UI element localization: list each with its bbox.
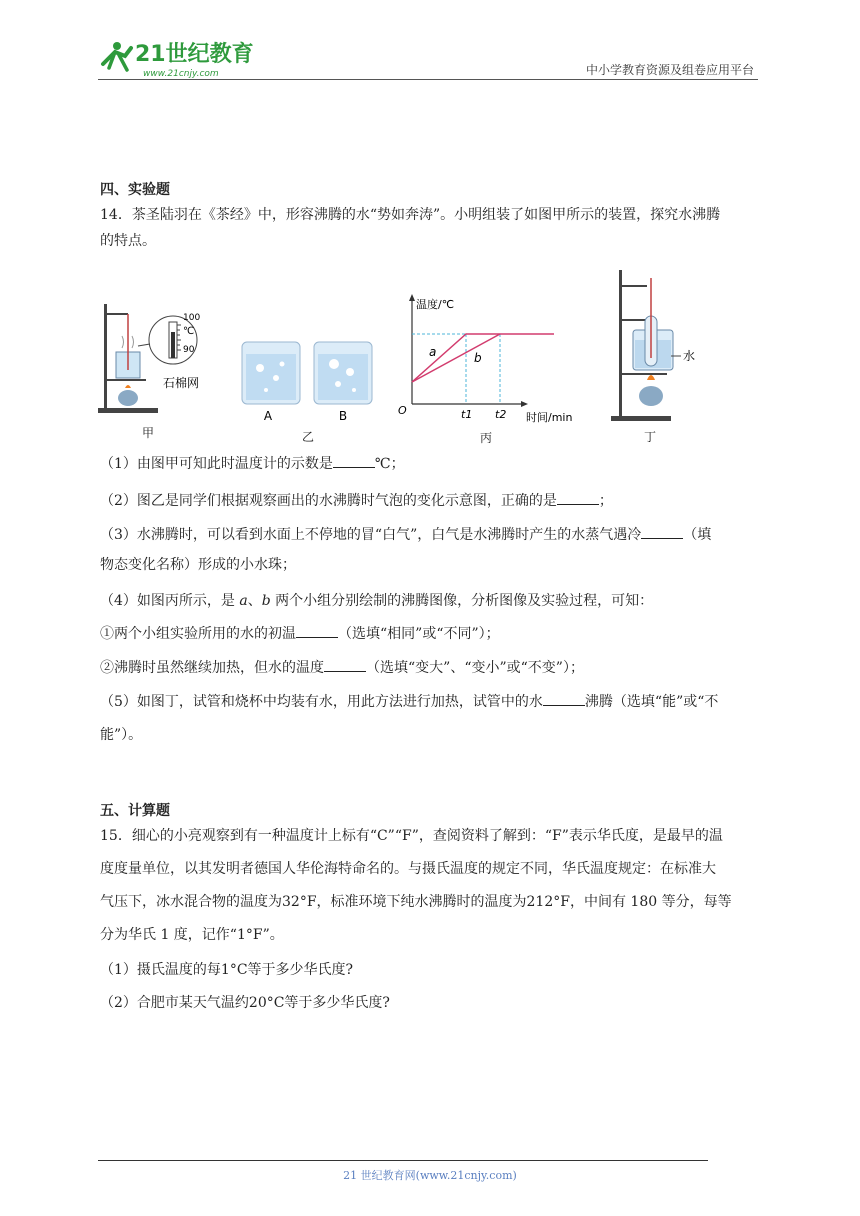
q14-sub-2: （2）图乙是同学们根据观察画出的水沸腾时气泡的变化示意图，正确的是 ； (100, 488, 760, 514)
q14-sub-4-2: ②沸腾时虽然继续加热，但水的温度 （选填“变大”、“变小”或“不变”）； (100, 655, 760, 681)
q15-line-3: 气压下，冰水混合物的温度为32°F，标准环境下纯水沸腾时的温度为212°F，中间有 180 等分，每等 (100, 894, 732, 910)
figure-ding (605, 268, 715, 426)
section-5-title: 五、计算题 (100, 803, 170, 819)
figure-jia (98, 300, 218, 420)
caption-jia: 甲 (141, 426, 154, 440)
x-axis-label: 时间/min (526, 411, 573, 424)
caption-bing: 丙 (479, 431, 492, 445)
footer-text: 21 世纪教育网(www.21cnjy.com) (343, 1169, 517, 1182)
q15-line-1: 15．细心的小亮观察到有一种温度计上标有“C”“F”，查阅资料了解到：“F”表示华氏度，是最早的温 (100, 828, 723, 844)
answer-blank[interactable] (296, 623, 338, 638)
origin-label: O (398, 404, 407, 417)
series-b-line (412, 334, 500, 382)
logo-text: 21世纪教育 (135, 42, 254, 67)
header-divider (98, 79, 758, 80)
q14-sub-4-1: ①两个小组实验所用的水的初温 （选填“相同”或“不同”）； (100, 621, 760, 647)
answer-blank[interactable] (333, 453, 375, 468)
thermometer-100: 100 (183, 313, 201, 323)
caption-yi: 乙 (301, 430, 314, 444)
q14-sub-5-line-1: （5）如图丁，试管和烧杯中均装有水，用此方法进行加热，试管中的水 沸腾（选填“能”或“不 (100, 689, 760, 715)
header-platform-text: 中小学教育资源及组卷应用平台 (585, 63, 754, 77)
tick-t2: t2 (495, 408, 507, 421)
series-b-label: b (474, 351, 482, 365)
figure-bing-chart (394, 292, 584, 427)
q14-sub-5-line-2: 能”）。 (100, 727, 143, 743)
series-a-label: a (429, 345, 437, 359)
site-logo (95, 34, 260, 80)
q14-line-1: 14．茶圣陆羽在《茶经》中，形容沸腾的水“势如奔涛”。小明组装了如图甲所示的装置，探究水沸腾 (100, 207, 721, 223)
answer-blank[interactable] (543, 691, 585, 706)
answer-blank[interactable] (324, 657, 366, 672)
q15-sub-1: （1）摄氏温度的每1°C等于多少华氏度? (100, 962, 354, 978)
footer-divider (98, 1160, 708, 1161)
q14-sub-3-line-2: 物态变化名称）形成的小水珠； (100, 557, 296, 573)
beaker-a-label: A (263, 409, 273, 423)
q14-sub-1: （1）由图甲可知此时温度计的示数是 ℃； (100, 451, 760, 477)
caption-ding: 丁 (643, 430, 656, 444)
q14-sub-3-line-1: （3）水沸腾时，可以看到水面上不停地的冒“白气”，白气是水沸腾时产生的水蒸气遇冷 （填 (100, 522, 760, 548)
answer-blank[interactable] (557, 490, 599, 505)
y-axis-label: 温度/℃ (416, 298, 455, 311)
thermometer-unit: ℃ (183, 326, 195, 337)
thermometer-90: 90 (183, 345, 195, 355)
tick-t1: t1 (461, 408, 473, 421)
section-4-title: 四、实验题 (100, 182, 170, 198)
q15-sub-2: （2）合肥市某天气温约20°C等于多少华氏度? (100, 995, 390, 1011)
q14-sub-4: （4）如图丙所示，是 a、b 两个小组分别绘制的沸腾图像，分析图像及实验过程，可知： (100, 593, 654, 609)
water-label: 水 (683, 349, 696, 363)
q14-line-2: 的特点。 (100, 233, 156, 249)
logo-url: www.21cnjy.com (143, 69, 219, 79)
answer-blank[interactable] (641, 524, 683, 539)
q15-line-4: 分为华氏 1 度，记作“1°F”。 (100, 927, 284, 943)
q15-line-2: 度度量单位，以其发明者德国人华伦海特命名的。与摄氏温度的规定不同，华氏温度规定：在标准大 (100, 861, 716, 877)
asbestos-net-label: 石棉网 (163, 376, 200, 390)
figure-yi (238, 338, 378, 424)
beaker-b-label: B (338, 409, 348, 423)
